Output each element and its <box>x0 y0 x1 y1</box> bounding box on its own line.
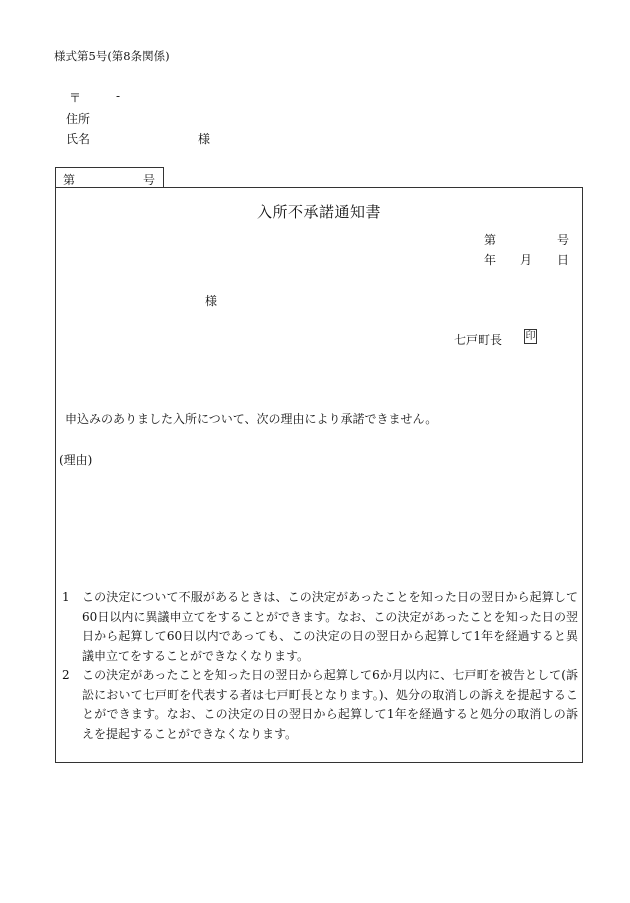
form-reference: 様式第5号(第8条関係) <box>54 49 170 63</box>
number-tab-go: 号 <box>142 173 155 187</box>
reference-dai: 第 <box>484 233 497 247</box>
reason-label: (理由) <box>59 453 93 467</box>
issuer-name: 七戸町長 <box>454 333 503 347</box>
addressee-honorific: 様 <box>205 294 218 308</box>
notice-form-box <box>55 187 583 763</box>
reference-go: 号 <box>557 233 570 247</box>
document-number-tab <box>55 167 164 187</box>
date-day: 日 <box>557 253 570 267</box>
notice-number: 2 <box>62 668 70 682</box>
document-title: 入所不承諾通知書 <box>256 203 381 221</box>
seal-stamp: 印 <box>525 331 536 342</box>
notice-item <box>62 666 578 744</box>
address-label: 住所 <box>66 112 91 126</box>
number-tab-dai: 第 <box>63 173 76 187</box>
notice-item <box>62 588 578 666</box>
notice-text: この決定があったことを知った日の翌日から起算して6か月以内に、七戸町を被告として(訴訟において七戸町を代表する者は七戸町長となります。)、処分の取消しの訴えを提起することができます。なお、この決定の日の翌日から起算して1年を経過すると処分の取消しの訴えを提起することができなくなります。 <box>82 668 578 741</box>
notice-text: この決定について不服があるときは、この決定があったことを知った日の翌日から起算して60日以内に異議申立てをすることができます。なお、この決定があったことを知った日の翌日から起算して60日以内であっても、この決定の日の翌日から起算して1年を経過すると異議申立てをすることができなくなります。 <box>82 590 578 663</box>
body-statement: 申込みのありました入所について、次の理由により承諾できません。 <box>65 412 438 426</box>
notice-number: 1 <box>62 590 70 604</box>
date-year: 年 <box>484 253 497 267</box>
date-month: 月 <box>520 253 533 267</box>
postal-mark: 〒 <box>69 91 82 105</box>
appeal-notice <box>62 588 578 744</box>
postal-code-dash: - <box>116 89 121 103</box>
name-honorific: 様 <box>198 132 211 146</box>
name-label: 氏名 <box>66 132 91 146</box>
